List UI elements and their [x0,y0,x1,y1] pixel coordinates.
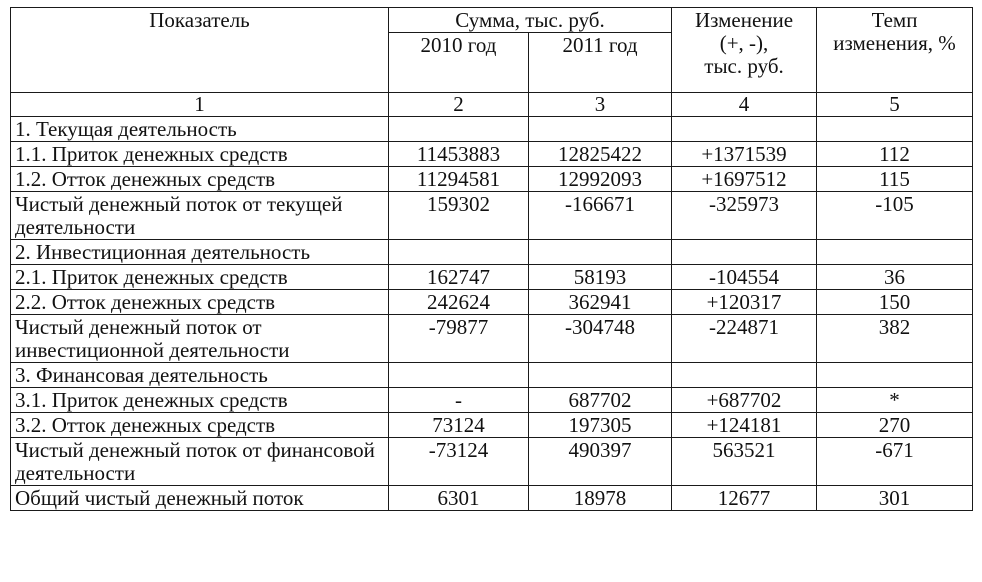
cell-rate: 112 [817,142,973,167]
section-row [11,117,973,142]
cell-2011 [529,363,672,388]
cell-rate: 115 [817,167,973,192]
table-row [11,413,973,438]
column-number: 5 [817,93,973,117]
cell-2011: -304748 [529,315,672,363]
cell-indicator: 2.2. Отток денежных средств [11,290,389,315]
cell-2010: 11294581 [389,167,529,192]
cell-2011: 687702 [529,388,672,413]
cell-change: -224871 [672,315,817,363]
cell-change: 12677 [672,486,817,511]
cell-change: +120317 [672,290,817,315]
cell-change: +124181 [672,413,817,438]
cell-2011: 197305 [529,413,672,438]
header-change-line1: Изменение [694,8,794,32]
cell-change [672,363,817,388]
column-number: 2 [389,93,529,117]
cell-2010: 242624 [389,290,529,315]
table-row [11,486,973,511]
table-row [11,167,973,192]
cell-2010: -79877 [389,315,529,363]
cell-rate: 301 [817,486,973,511]
cell-indicator: 3. Финансовая деятельность [11,363,389,388]
column-number: 3 [529,93,672,117]
cell-2010: - [389,388,529,413]
header-year-2010: 2010 год [389,33,529,93]
cell-indicator: Общий чистый денежный поток [11,486,389,511]
cell-2010 [389,240,529,265]
header-change-line2: (+, -), [719,31,769,55]
header-rate-line1: Темп [871,8,918,32]
cell-2010 [389,117,529,142]
header-rate-line2: изменения, % [833,31,956,55]
cell-change: -325973 [672,192,817,240]
table-row [11,315,973,363]
cell-change [672,240,817,265]
cell-2011 [529,240,672,265]
cell-2010: 11453883 [389,142,529,167]
table-row [11,290,973,315]
header-year-2011: 2011 год [529,33,672,93]
cell-2010: 6301 [389,486,529,511]
cell-indicator: Чистый денежный поток от финансовой деятельности [11,438,389,486]
cell-indicator: 3.2. Отток денежных средств [11,413,389,438]
cell-rate [817,363,973,388]
cell-rate: -105 [817,192,973,240]
cell-indicator: Чистый денежный поток от инвестиционной деятельности [11,315,389,363]
cell-2011: 58193 [529,265,672,290]
cell-indicator: 2.1. Приток денежных средств [11,265,389,290]
cell-2011: 12992093 [529,167,672,192]
cell-indicator: Чистый денежный поток от текущей деятельности [11,192,389,240]
cell-indicator: 1.2. Отток денежных средств [11,167,389,192]
table-row [11,438,973,486]
cell-2010: -73124 [389,438,529,486]
cell-2011: 490397 [529,438,672,486]
column-number: 1 [11,93,389,117]
cell-rate: 382 [817,315,973,363]
section-row [11,363,973,388]
cell-rate: 150 [817,290,973,315]
cell-change: -104554 [672,265,817,290]
cell-rate: 36 [817,265,973,290]
cell-rate: * [817,388,973,413]
cell-rate: 270 [817,413,973,438]
header-indicator: Показатель [11,8,389,93]
column-number: 4 [672,93,817,117]
cash-flow-table [10,7,973,511]
section-row [11,240,973,265]
cell-2010 [389,363,529,388]
cell-indicator: 1. Текущая деятельность [11,117,389,142]
cell-change: +1371539 [672,142,817,167]
cell-2011 [529,117,672,142]
table-row [11,142,973,167]
cell-2010: 159302 [389,192,529,240]
cell-2010: 73124 [389,413,529,438]
cell-2011: -166671 [529,192,672,240]
table-body [11,117,973,511]
cell-change [672,117,817,142]
header-sum: Сумма, тыс. руб. [389,8,672,33]
cell-change: +687702 [672,388,817,413]
cell-indicator: 3.1. Приток денежных средств [11,388,389,413]
cell-2011: 362941 [529,290,672,315]
cell-2010: 162747 [389,265,529,290]
cell-indicator: 2. Инвестиционная деятельность [11,240,389,265]
cell-rate: -671 [817,438,973,486]
table-row [11,265,973,290]
cell-2011: 12825422 [529,142,672,167]
column-numbers-row [11,93,973,117]
cell-change: +1697512 [672,167,817,192]
header-change-line3: тыс. руб. [704,54,784,78]
table-row [11,388,973,413]
cell-rate [817,240,973,265]
header-rate [817,8,973,93]
cell-indicator: 1.1. Приток денежных средств [11,142,389,167]
table-row [11,192,973,240]
table-header [11,8,973,117]
cell-rate [817,117,973,142]
cell-change: 563521 [672,438,817,486]
header-change [672,8,817,93]
cell-2011: 18978 [529,486,672,511]
